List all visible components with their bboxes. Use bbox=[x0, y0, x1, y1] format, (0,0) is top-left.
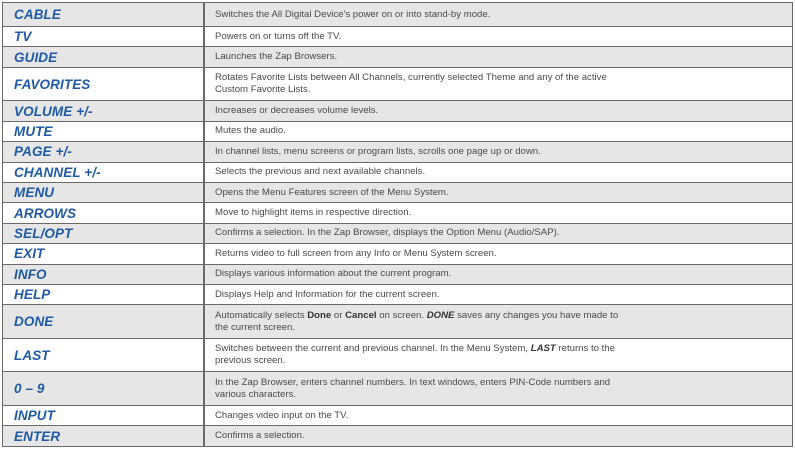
button-description: Displays various information about the current program. bbox=[204, 264, 793, 284]
last-button-ref: LAST bbox=[530, 343, 556, 355]
button-description: Mutes the audio. bbox=[204, 121, 793, 141]
table-row-channel bbox=[3, 162, 793, 182]
button-name: INFO bbox=[3, 264, 205, 284]
button-name: 0 – 9 bbox=[3, 372, 205, 406]
table-row-mute bbox=[3, 121, 793, 141]
button-name: CABLE bbox=[3, 3, 205, 27]
button-name: HELP bbox=[3, 284, 205, 304]
button-name: ENTER bbox=[3, 426, 205, 446]
button-description: Powers on or turns off the TV. bbox=[204, 27, 793, 47]
button-name: INPUT bbox=[3, 406, 205, 426]
table-row-last bbox=[3, 338, 793, 372]
button-description: Selects the previous and next available channels. bbox=[204, 162, 793, 182]
table-row-enter bbox=[3, 426, 793, 446]
table-row-page bbox=[3, 142, 793, 162]
table-row-arrows bbox=[3, 203, 793, 223]
button-description: Returns video to full screen from any Info or Menu System screen. bbox=[204, 244, 793, 264]
table-row-exit bbox=[3, 244, 793, 264]
button-description: Automatically selects Done or Cancel on screen. DONE saves any changes you have made to the current screen. bbox=[204, 305, 793, 339]
button-description: Displays Help and Information for the current screen. bbox=[204, 284, 793, 304]
button-name: ARROWS bbox=[3, 203, 205, 223]
button-name: CHANNEL +/- bbox=[3, 162, 205, 182]
button-description: In channel lists, menu screens or program lists, scrolls one page up or down. bbox=[204, 142, 793, 162]
cancel-term: Cancel bbox=[345, 309, 377, 321]
button-description: Changes video input on the TV. bbox=[204, 406, 793, 426]
button-description: Increases or decreases volume levels. bbox=[204, 101, 793, 121]
button-name: EXIT bbox=[3, 244, 205, 264]
button-description: Confirms a selection. In the Zap Browser, displays the Option Menu (Audio/SAP). bbox=[204, 223, 793, 243]
button-description: Switches the All Digital Device's power on or into stand-by mode. bbox=[204, 3, 793, 27]
button-name: VOLUME +/- bbox=[3, 101, 205, 121]
button-description: Rotates Favorite Lists between All Channels, currently selected Theme and any of the active Custom Favorite Lists. bbox=[204, 67, 793, 101]
button-name: GUIDE bbox=[3, 47, 205, 67]
button-name: FAVORITES bbox=[3, 67, 205, 101]
table-row-tv bbox=[3, 27, 793, 47]
table-row-help bbox=[3, 284, 793, 304]
button-name: PAGE +/- bbox=[3, 142, 205, 162]
table-row-digits bbox=[3, 372, 793, 406]
table-row-volume bbox=[3, 101, 793, 121]
table-row-cable bbox=[3, 3, 793, 27]
done-term: Done bbox=[307, 309, 332, 321]
button-name: MENU bbox=[3, 182, 205, 202]
table-row-favorites bbox=[3, 67, 793, 101]
button-description: Confirms a selection. bbox=[204, 426, 793, 446]
table-row-done bbox=[3, 305, 793, 339]
table-row-input bbox=[3, 406, 793, 426]
table-row-info bbox=[3, 264, 793, 284]
button-description: Move to highlight items in respective direction. bbox=[204, 203, 793, 223]
button-description: Launches the Zap Browsers. bbox=[204, 47, 793, 67]
button-name: TV bbox=[3, 27, 205, 47]
button-name: DONE bbox=[3, 305, 205, 339]
done-button-ref: DONE bbox=[426, 309, 455, 321]
button-name: MUTE bbox=[3, 121, 205, 141]
table-row-sel-opt bbox=[3, 223, 793, 243]
remote-buttons-table bbox=[2, 2, 793, 447]
button-description: Switches between the current and previous channel. In the Menu System, LAST returns to the previous screen. bbox=[204, 338, 793, 372]
button-name: LAST bbox=[3, 338, 205, 372]
button-name: SEL/OPT bbox=[3, 223, 205, 243]
button-description: In the Zap Browser, enters channel numbers. In text windows, enters PIN-Code numbers and various characters. bbox=[204, 372, 793, 406]
button-description: Opens the Menu Features screen of the Menu System. bbox=[204, 182, 793, 202]
table-row-menu bbox=[3, 182, 793, 202]
table-row-guide bbox=[3, 47, 793, 67]
